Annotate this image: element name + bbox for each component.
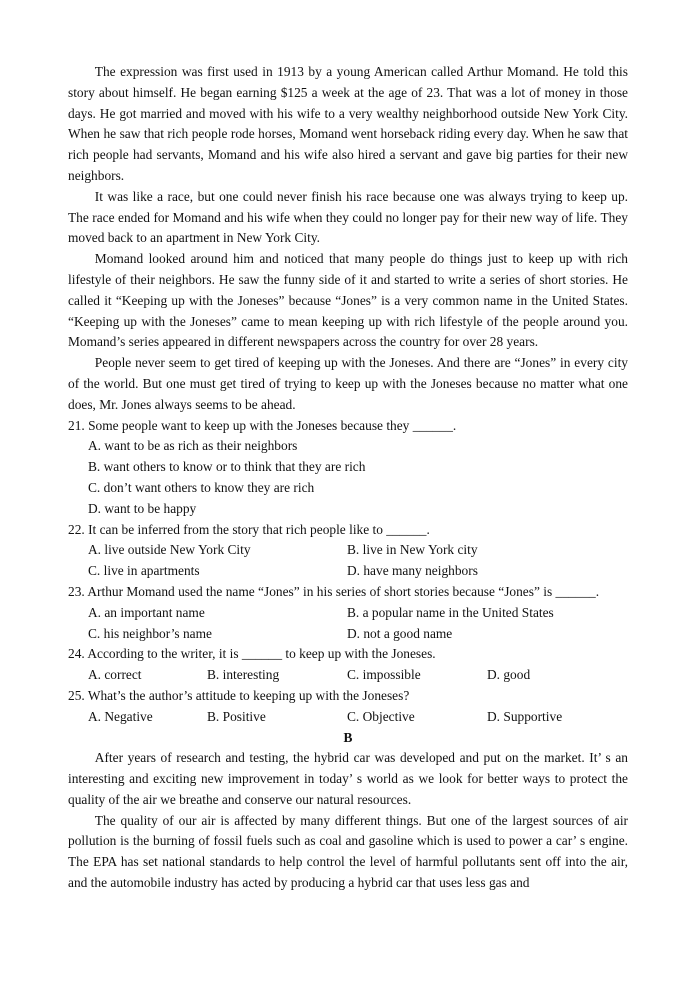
question-22 xyxy=(68,520,628,582)
option-d: D. have many neighbors xyxy=(347,563,478,579)
option-d: D. not a good name xyxy=(347,625,453,641)
option-a: A. Negative xyxy=(88,708,153,724)
passage-a-paragraph-4: People never seem to get tired of keeping up with the Joneses. And there are “Jones” in every city of the world. But one must get tired of trying to keep up with the Joneses because no matter what one does, Mr. Jones always seems to be ahead. xyxy=(68,355,628,412)
options-list xyxy=(68,603,628,645)
question-stem: 23. Arthur Momand used the name “Jones” in his series of short stories because “Jones” is ______. xyxy=(68,583,600,599)
options-list xyxy=(68,665,628,686)
option-a: A. an important name xyxy=(88,604,205,620)
option-b: B. interesting xyxy=(207,667,280,683)
option-c: C. Objective xyxy=(347,708,415,724)
question-24 xyxy=(68,644,628,686)
option-b: B. want others to know or to think that they are rich xyxy=(88,459,366,475)
passage-b xyxy=(68,728,628,894)
option-c: C. his neighbor’s name xyxy=(88,625,212,641)
option-b: B. live in New York city xyxy=(347,542,478,558)
option-b: B. Positive xyxy=(207,708,266,724)
question-stem: 22. It can be inferred from the story that rich people like to ______. xyxy=(68,521,430,537)
option-d: D. Supportive xyxy=(487,708,563,724)
question-stem: 25. What’s the author’s attitude to keeping up with the Joneses? xyxy=(68,687,410,703)
document-page xyxy=(68,62,628,894)
question-21 xyxy=(68,416,628,520)
passage-a-paragraph-3: Momand looked around him and noticed that many people do things just to keep up with rich lifestyle of their neighbors. He saw the funny side of it and started to write a series of short stories. He called it “Keeping up with the Joneses” because “Jones” is a very common name in the United States. “Keeping up with the Joneses” came to mean keeping up with rich lifestyle of the people around you. Momand’s series appeared in different newspapers across the country for over 28 years. xyxy=(68,251,628,350)
question-stem: 21. Some people want to keep up with the Joneses because they ______. xyxy=(68,417,457,433)
section-heading: B xyxy=(343,729,353,745)
option-b: B. a popular name in the United States xyxy=(347,604,554,620)
option-a: A. live outside New York City xyxy=(88,542,251,558)
question-stem: 24. According to the writer, it is ______ to keep up with the Joneses. xyxy=(68,646,436,662)
passage-a-paragraph-2: It was like a race, but one could never finish his race because one was always trying to keep up. The race ended for Momand and his wife when they could no longer pay for their new way of life. They moved back to an apartment in New York City. xyxy=(68,188,628,246)
option-a: A. correct xyxy=(88,667,142,683)
option-d: D. good xyxy=(487,667,531,683)
options-list xyxy=(68,707,628,728)
option-c: C. live in apartments xyxy=(88,563,200,579)
passage-b-paragraph-1: After years of research and testing, the hybrid car was developed and put on the market. It’ s an interesting and exciting new improvement in today’ s world as we look for better ways to protect the quality of the air we breathe and conserve our natural resources. xyxy=(68,750,628,807)
passage-b-paragraph-2: The quality of our air is affected by many different things. But one of the largest sources of air pollution is the burning of fossil fuels such as coal and gasoline which is used to power a car’ s engine. The EPA has set national standards to help control the level of harmful pollutants sent off into the air, and the automobile industry has acted by producing a hybrid car that uses less gas and xyxy=(68,812,628,891)
question-25 xyxy=(68,686,628,728)
options-list xyxy=(68,540,628,582)
option-c: C. don’t want others to know they are rich xyxy=(88,479,315,495)
options-list xyxy=(68,436,628,519)
option-c: C. impossible xyxy=(347,667,421,683)
question-23 xyxy=(68,582,628,644)
option-d: D. want to be happy xyxy=(88,500,197,516)
passage-a xyxy=(68,62,628,416)
option-a: A. want to be as rich as their neighbors xyxy=(88,438,298,454)
passage-a-paragraph-1: The expression was first used in 1913 by a young American called Arthur Momand. He told this story about himself. He began earning $125 a week at the age of 23. That was a lot of money in those days. He got married and moved with his wife to a very wealthy neighborhood outside New York City. When he saw that rich people rode horses, Momand went horseback riding every day. When he saw that rich people had servants, Momand and his wife also hired a servant and gave big parties for their new neighbors. xyxy=(68,64,628,183)
